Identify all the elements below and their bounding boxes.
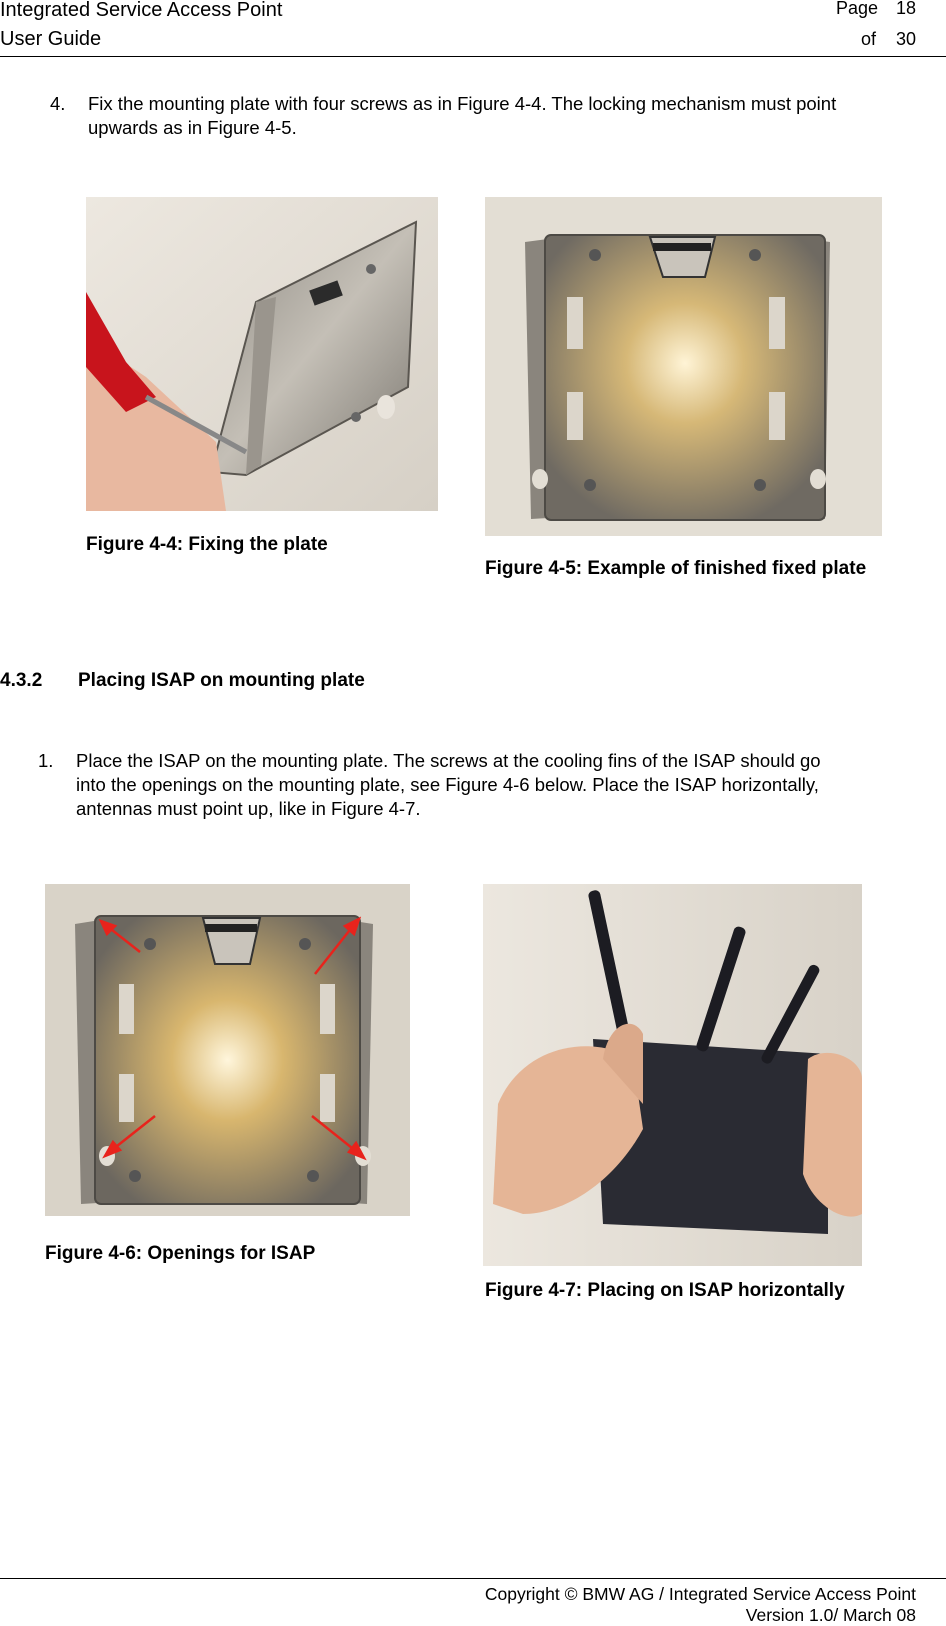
header-subtitle: User Guide bbox=[0, 28, 102, 50]
footer-version: Version 1.0/ March 08 bbox=[745, 1605, 916, 1625]
step-number: 4. bbox=[50, 93, 66, 114]
figure-4-4-photo bbox=[86, 197, 438, 511]
figure-4-5-caption: Figure 4-5: Example of finished fixed plate bbox=[485, 558, 867, 579]
figure-4-5-photo bbox=[485, 197, 882, 536]
step-text-line: Fix the mounting plate with four screws as in Figure 4-4. The locking mechanism must point bbox=[88, 93, 837, 114]
header-title: Integrated Service Access Point bbox=[0, 0, 283, 21]
figure-4-7-photo bbox=[483, 884, 862, 1266]
footer-copyright: Copyright © BMW AG / Integrated Service Access Point bbox=[484, 1584, 916, 1604]
step-text-line: antennas must point up, like in Figure 4-7. bbox=[76, 798, 421, 819]
of-label: of bbox=[860, 29, 876, 49]
step-text-line: Place the ISAP on the mounting plate. The screws at the cooling fins of the ISAP should go bbox=[76, 750, 821, 771]
figure-4-6-photo bbox=[45, 884, 410, 1216]
page-number: 18 bbox=[895, 0, 916, 18]
figure-4-7-caption: Figure 4-7: Placing on ISAP horizontally bbox=[485, 1280, 845, 1301]
footer-rule bbox=[0, 1578, 946, 1579]
step-text-line: upwards as in Figure 4-5. bbox=[88, 117, 297, 138]
figure-4-6-caption: Figure 4-6: Openings for ISAP bbox=[45, 1243, 316, 1264]
step-text-line: into the openings on the mounting plate, see Figure 4-6 below. Place the ISAP horizontally, bbox=[76, 774, 819, 795]
page-label: Page bbox=[836, 0, 879, 18]
section-title: Placing ISAP on mounting plate bbox=[78, 670, 365, 691]
header-rule bbox=[0, 56, 946, 57]
figure-4-4-caption: Figure 4-4: Fixing the plate bbox=[86, 534, 328, 555]
section-number: 4.3.2 bbox=[0, 670, 43, 691]
step-number: 1. bbox=[38, 750, 54, 771]
total-pages: 30 bbox=[895, 29, 916, 49]
